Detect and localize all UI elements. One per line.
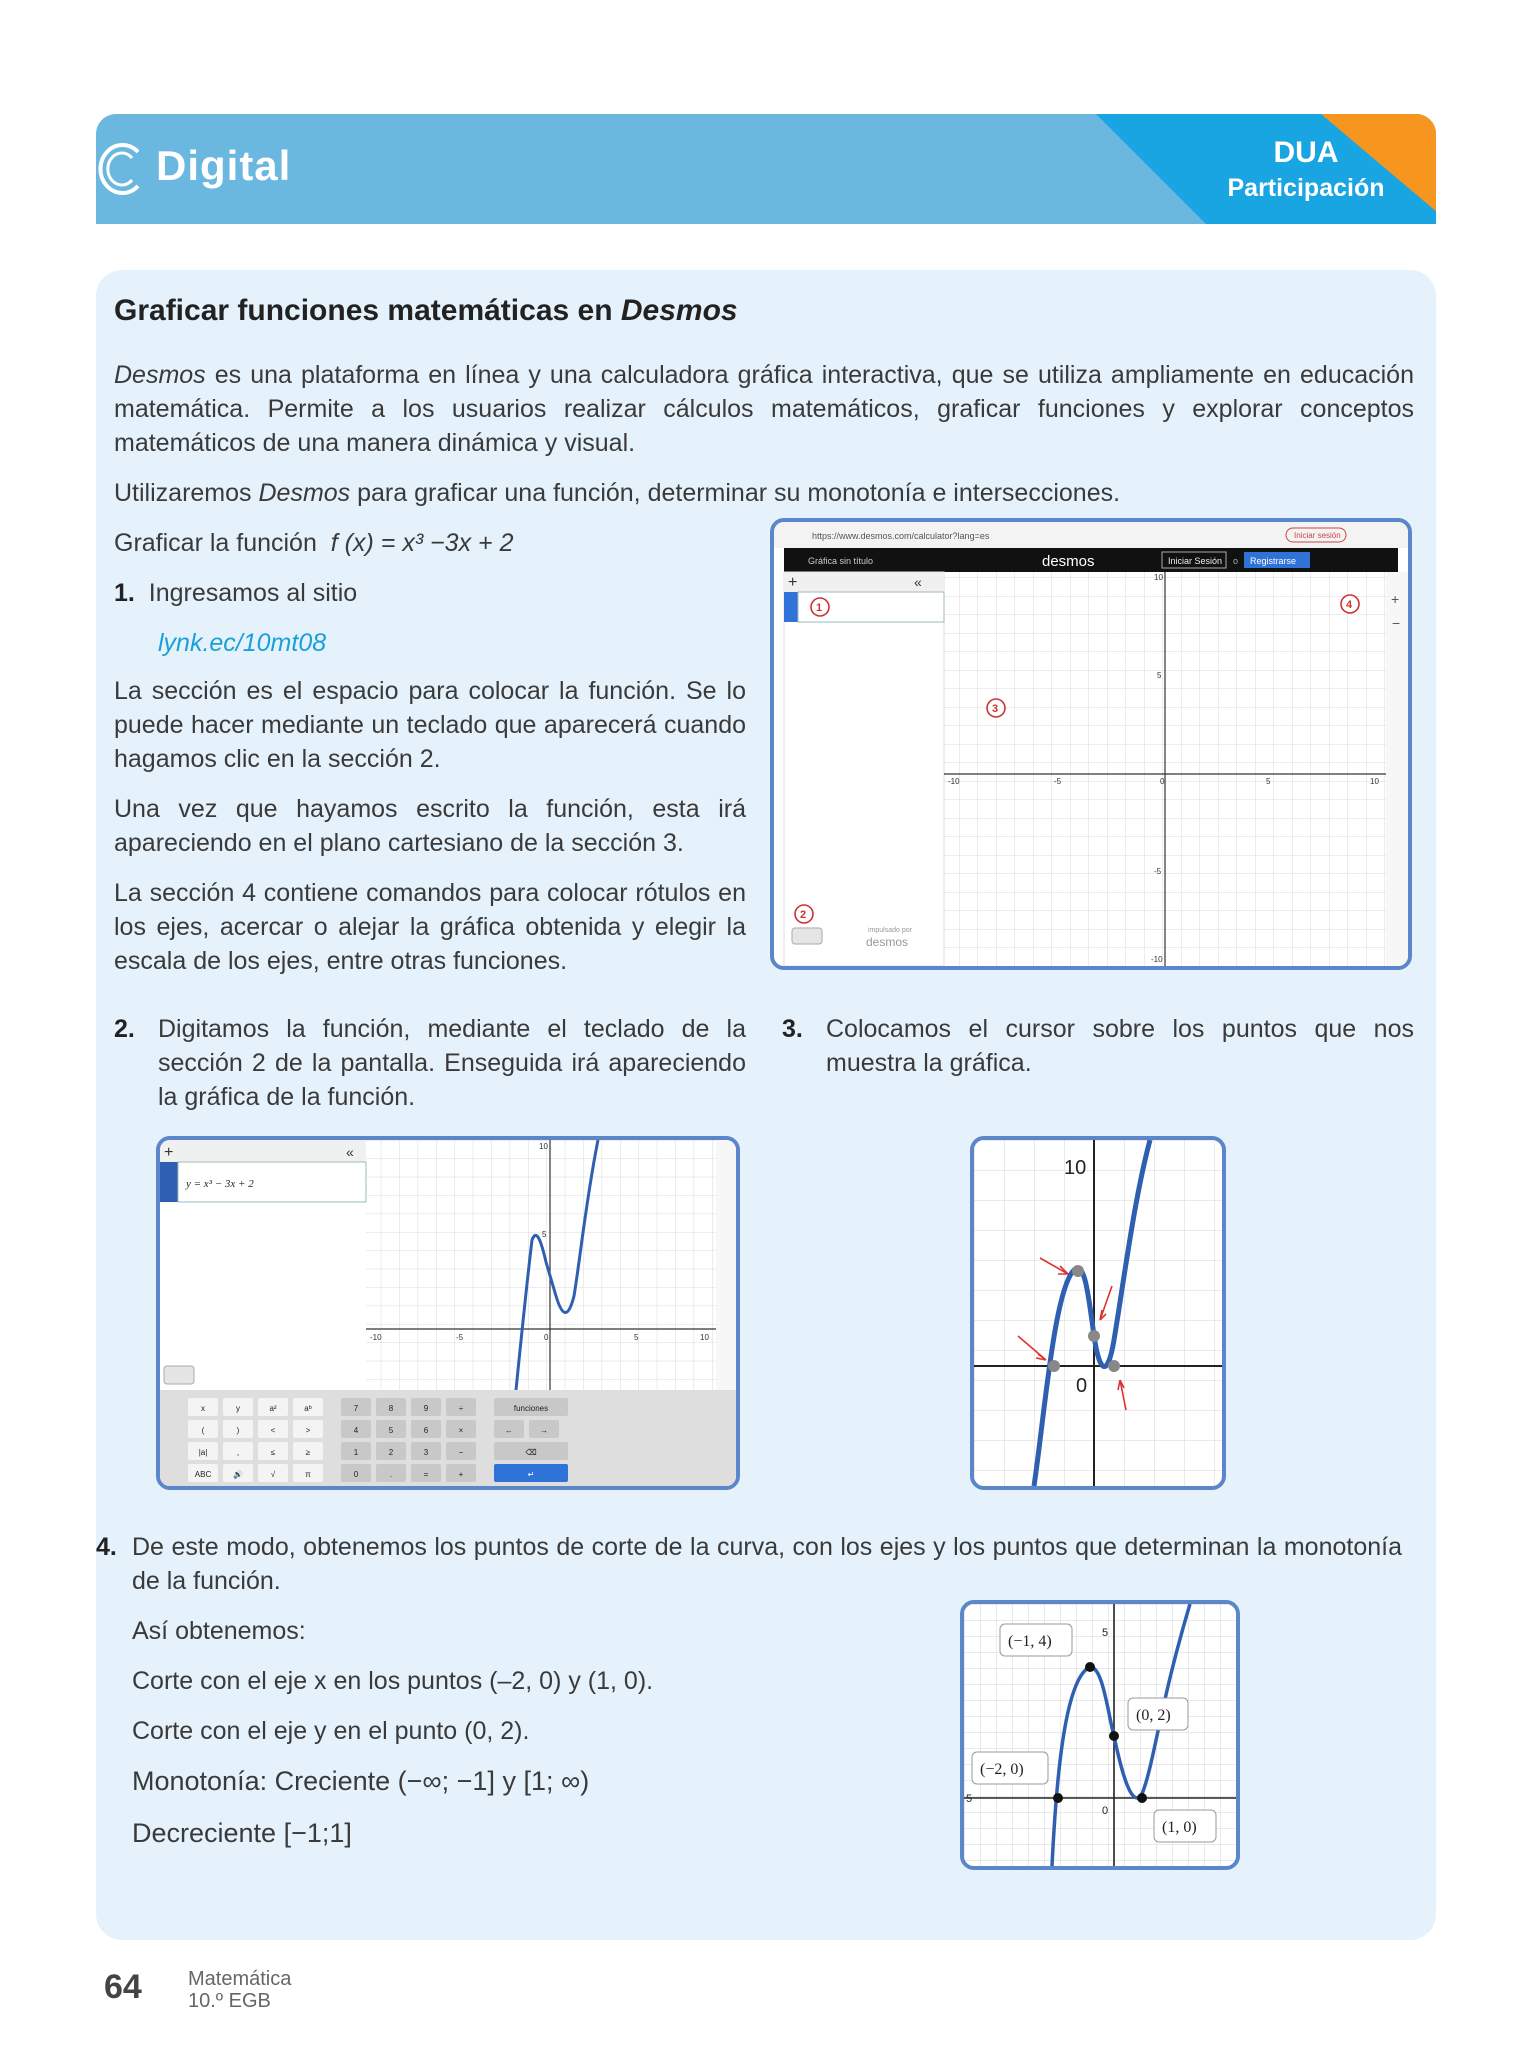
points-tick-left: 5 (966, 1793, 973, 1805)
paragraph-section-1: La sección es el espacio para colocar la función. Se lo puede hacer mediante un teclado que aparecerá cuando hagamos clic en la sección 2. (114, 677, 746, 773)
or-label: o (1233, 556, 1239, 566)
use-em: Desmos (258, 479, 351, 507)
keyboard-key-label: π (305, 1470, 311, 1479)
powered-by-label: impulsado por (868, 927, 912, 934)
points-tick-0: 0 (1102, 1805, 1109, 1817)
header-banner (96, 114, 1436, 224)
keyboard-key-label: × (458, 1426, 464, 1435)
svg-text:+: + (164, 1144, 174, 1161)
tick-y-neg5: -5 (1154, 867, 1162, 876)
zoomed-curve-svg (974, 1140, 1222, 1486)
svg-text:«: « (346, 1144, 354, 1160)
keyboard-key-label: → (540, 1426, 548, 1435)
dot-x-int1 (1053, 1793, 1063, 1803)
page-number: 64 (104, 1968, 142, 2006)
keyboard-key-label: + (458, 1470, 464, 1479)
point-max (1072, 1265, 1084, 1277)
keyboard-key-label: x (201, 1404, 205, 1413)
tick-y-5: 5 (1157, 671, 1162, 680)
desmos-editor-screenshot (156, 1136, 740, 1490)
keyboard-key-label: 1 (353, 1448, 359, 1457)
keyboard-icon (164, 1366, 194, 1384)
keyboard-key-label: 🔊 (233, 1470, 243, 1479)
footer-subject (188, 1968, 291, 2012)
keyboard-key-label: ABC (194, 1470, 212, 1479)
keyboard-key-label: 7 (353, 1404, 359, 1413)
expression-row-indicator (784, 592, 798, 622)
keyboard-key-label: 3 (423, 1448, 429, 1457)
keyboard-key-label: − (458, 1448, 464, 1457)
keyboard-key-label: ( (201, 1426, 205, 1435)
desmos-brand: desmos (1042, 553, 1095, 570)
function-formula: f (x) = x³ −3x + 2 (330, 529, 514, 557)
marker-2-label: 2 (800, 909, 807, 921)
keyboard-key-label: ≤ (270, 1448, 276, 1457)
corte-eje-y: Corte con el eje y en el punto (0, 2). (132, 1717, 530, 1745)
graph-label: Graficar la función (114, 529, 317, 557)
top-login-label: Iniciar sesión (1294, 531, 1341, 540)
intro-em: Desmos (114, 361, 206, 389)
login-label: Iniciar Sesión (1168, 556, 1223, 566)
tick-x-0: 0 (1160, 777, 1165, 786)
editor-tick-10: 10 (700, 1333, 709, 1342)
label-max: (−1, 4) (1008, 1633, 1052, 1650)
points-tick-5: 5 (1102, 1627, 1109, 1639)
paragraph-section-3: Una vez que hayamos escrito la función, esta irá apareciendo en el plano cartesiano de la sección 3. (114, 795, 746, 857)
dot-x-int2 (1137, 1793, 1147, 1803)
point-x-intercept-2 (1108, 1360, 1120, 1372)
dot-y-int (1109, 1731, 1119, 1741)
section-title-em: Desmos (620, 294, 738, 327)
step-2 (114, 1012, 746, 1114)
keyboard-key-label: |a| (198, 1448, 208, 1457)
section-title (114, 294, 738, 328)
desmos-browser-svg (774, 522, 1408, 966)
keyboard-key-label: 5 (388, 1426, 394, 1435)
desmos-browser-screenshot (770, 518, 1412, 970)
monotonia-creciente: Monotonía: Creciente (−∞; −1] y [1; ∞) (132, 1766, 590, 1796)
intro-paragraph (114, 358, 1414, 460)
digital-logo-icon (98, 140, 146, 198)
editor-tick-neg5: -5 (456, 1333, 464, 1342)
keyboard-key-label: ← (505, 1426, 513, 1435)
monotonia-decreciente: Decreciente [−1;1] (132, 1818, 352, 1848)
keyboard-key-label: ÷ (458, 1404, 464, 1413)
step-4 (96, 1530, 1402, 1598)
zoom-out-icon: − (1392, 615, 1401, 631)
point-y-intercept (1088, 1330, 1100, 1342)
tick-x-10: 10 (1370, 777, 1379, 786)
zoom-origin-label: 0 (1076, 1375, 1088, 1397)
label-x-int2: (1, 0) (1162, 1819, 1197, 1836)
step-4-text: De este modo, obtenemos los puntos de corte de la curva, con los ejes y los puntos que determinan la monotonía de la función. (132, 1533, 1402, 1595)
editor-graph-grid (366, 1140, 716, 1390)
asi-obtenemos: Así obtenemos: (132, 1617, 306, 1645)
use-text-b: para graficar una función, determinar su monotonía e intersecciones. (350, 479, 1121, 507)
step-2-text: Digitamos la función, mediante el teclado de la sección 2 de la pantalla. Enseguida irá apareciendo la gráfica de la función. (158, 1015, 746, 1111)
use-text-a: Utilizaremos (114, 479, 259, 507)
keyboard-key-label: ) (236, 1426, 240, 1435)
points-screenshot (960, 1600, 1240, 1870)
graph-function-line (114, 526, 714, 560)
marker-4-label: 4 (1346, 599, 1353, 611)
address-url: https://www.desmos.com/calculator?lang=es (812, 531, 990, 541)
paragraph-section-4: La sección 4 contiene comandos para colocar rótulos en los ejes, acercar o alejar la gráfica obtenida y elegir la escala de los ejes, entre otras funciones. (114, 879, 746, 975)
keyboard-key-label: aᵇ (304, 1404, 312, 1413)
step-3 (782, 1012, 1414, 1080)
keyboard-toggle-icon (792, 928, 822, 944)
badge-participacion: Participación (1227, 174, 1385, 202)
step-2-number: 2. (114, 1015, 135, 1043)
editor-tools-panel (716, 1140, 736, 1390)
point-x-intercept-1 (1048, 1360, 1060, 1372)
desmos-editor-svg (160, 1140, 736, 1486)
editor-tick-y10: 10 (539, 1142, 548, 1151)
footer-subject-name: Matemática (188, 1968, 292, 1990)
keyboard-key-label: √ (270, 1470, 276, 1479)
corte-eje-x: Corte con el eje x en los puntos (–2, 0) y (1, 0). (132, 1667, 654, 1695)
use-paragraph (114, 476, 1414, 510)
step-1 (114, 576, 714, 610)
keyboard-key-label: 4 (353, 1426, 359, 1435)
tick-y-neg10: -10 (1151, 955, 1163, 964)
tick-x-5: 5 (1266, 777, 1271, 786)
register-label: Registrarse (1250, 556, 1297, 566)
graph-tools-panel (1386, 572, 1408, 966)
marker-3-label: 3 (992, 703, 999, 715)
keyboard-key-label: > (305, 1426, 311, 1435)
zoom-in-icon: + (1391, 591, 1400, 607)
step-4-number: 4. (96, 1533, 117, 1561)
svg-text:+: + (788, 574, 798, 591)
intro-text: es una plataforma en línea y una calculadora gráfica interactiva, que se utiliza ampliamente en educación matemática. Permite a los usuarios realizar cálculos matemáticos, graficar funciones y explorar conceptos matemáticos de una manera dinámica y visual. (114, 361, 1414, 457)
keyboard-key-label: ↵ (527, 1470, 535, 1479)
marker-1-label: 1 (816, 602, 823, 614)
keyboard-key-label: 8 (388, 1404, 394, 1413)
keyboard-key-label: 9 (423, 1404, 429, 1413)
step-3-text: Colocamos el cursor sobre los puntos que nos muestra la gráfica. (826, 1015, 1414, 1077)
tick-x-neg10: -10 (948, 777, 960, 786)
keyboard-key-label: < (270, 1426, 276, 1435)
zoomed-curve-screenshot (970, 1136, 1226, 1490)
label-x-int1: (−2, 0) (980, 1761, 1024, 1778)
keyboard-key-label: funciones (513, 1404, 549, 1413)
site-link[interactable]: lynk.ec/10mt08 (158, 629, 327, 657)
badge-dua: DUA (1273, 136, 1339, 169)
dot-max (1085, 1662, 1095, 1672)
step-1-number: 1. (114, 579, 135, 607)
tick-y-10: 10 (1154, 573, 1163, 582)
keyboard-key-label: a² (269, 1404, 277, 1413)
section-title-text: Graficar funciones matemáticas en (114, 294, 621, 327)
editor-tick-neg10: -10 (370, 1333, 382, 1342)
expression-color-indicator (160, 1162, 178, 1202)
keyboard-key-label: , (236, 1448, 240, 1457)
banner-title: Digital (156, 142, 292, 189)
keyboard-key-label: 0 (353, 1470, 359, 1479)
editor-tick-y5: 5 (542, 1230, 547, 1239)
editor-tick-0: 0 (544, 1333, 549, 1342)
powered-by-brand: desmos (866, 935, 909, 949)
label-y-int: (0, 2) (1136, 1707, 1171, 1724)
step-3-number: 3. (782, 1015, 803, 1043)
graph-title: Gráfica sin título (808, 556, 874, 566)
keyboard-key-label: ⌫ (525, 1448, 537, 1457)
keyboard-key-label: y (236, 1404, 240, 1413)
svg-text:«: « (914, 574, 922, 590)
keyboard-key-label: = (423, 1470, 429, 1479)
zoom-y-tick-10: 10 (1064, 1157, 1087, 1179)
tick-x-neg5: -5 (1054, 777, 1062, 786)
keyboard-key-label: 2 (388, 1448, 394, 1457)
keyboard-key-label: . (389, 1470, 393, 1479)
points-svg (964, 1604, 1236, 1866)
footer-grade: 10.º EGB (188, 1990, 271, 2012)
editor-toolbar (160, 1140, 366, 1162)
editor-tick-5: 5 (634, 1333, 639, 1342)
keyboard-key-label: ≥ (305, 1448, 311, 1457)
expression-text: y = x³ − 3x + 2 (186, 1178, 254, 1190)
step-1-text: Ingresamos al sitio (148, 579, 358, 607)
keyboard-key-label: 6 (423, 1426, 429, 1435)
